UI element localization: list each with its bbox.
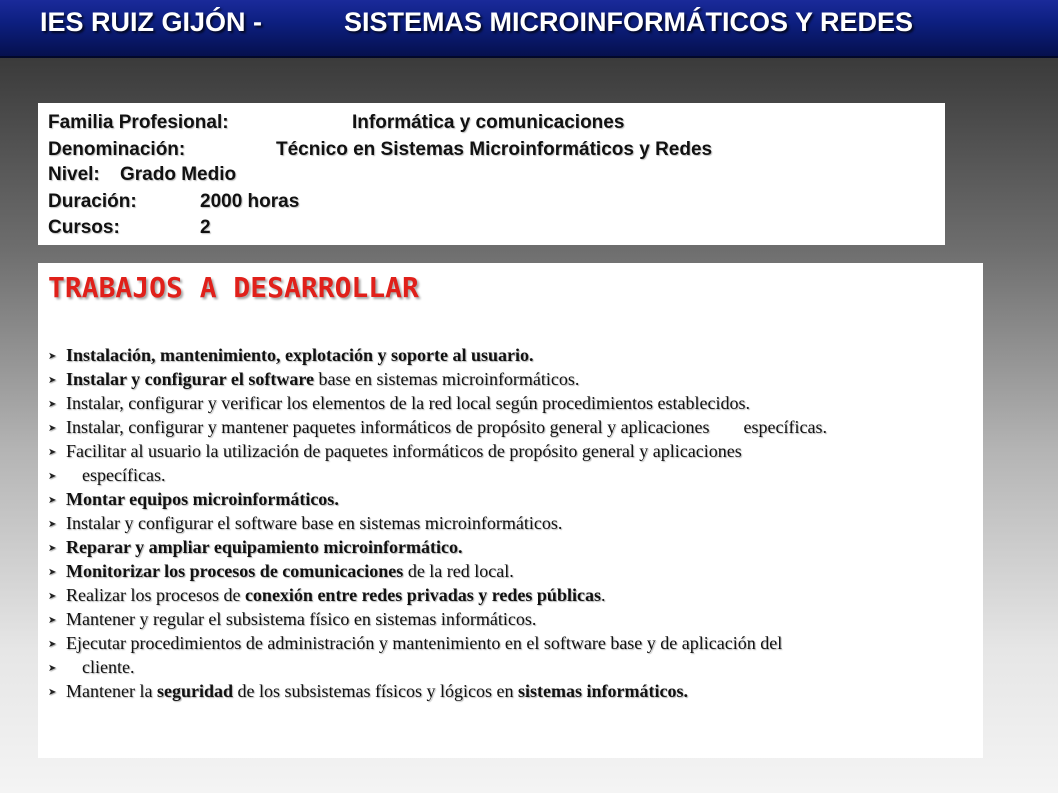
list-item [48,345,827,369]
list-item [48,465,827,489]
list-item [48,369,827,393]
arrow-right-icon: ➤ [48,687,57,698]
list-item-text: de la red local. [403,561,514,581]
arrow-right-icon: ➤ [48,663,57,674]
list-item [48,393,827,417]
cursos-value: 2 [200,217,211,238]
duracion-value: 2000 horas [200,191,300,212]
list-item-text: base en sistemas microinformáticos. [313,369,580,389]
list-item-text: Reparar y ampliar equipamiento microinformático. [66,537,463,557]
list-item [48,681,827,705]
arrow-right-icon: ➤ [48,447,57,458]
list-item [48,513,827,537]
arrow-right-icon: ➤ [48,495,57,506]
arrow-right-icon: ➤ [48,423,57,434]
list-item [48,489,827,513]
list-item-text: cliente. [82,657,135,677]
list-item-text: Facilitar al usuario la utilización de paquetes informáticos de propósito general y aplicaciones [66,441,742,461]
list-item-text: Ejecutar procedimientos de administración y mantenimiento en el software base y de aplicación del [66,633,783,653]
nivel-label: Nivel: [48,164,100,185]
section-heading: TRABAJOS A DESARROLLAR [48,271,419,304]
list-item-text: Instalación, mantenimiento, explotación y soporte al usuario. [66,345,534,365]
list-item [48,633,827,657]
arrow-right-icon: ➤ [48,591,57,602]
list-item [48,609,827,633]
familia-label: Familia Profesional: [48,112,229,133]
list-item-text: Instalar, configurar y mantener paquetes informáticos de propósito general y aplicaciones [66,417,710,437]
list-item-text: según procedimientos establecidos. [491,393,751,413]
info-box [38,103,945,245]
arrow-right-icon: ➤ [48,615,57,626]
denominacion-value: Técnico en Sistemas Microinformáticos y Redes [276,139,713,160]
list-item [48,537,827,561]
cursos-label: Cursos: [48,217,120,238]
arrow-right-icon: ➤ [48,471,57,482]
school-title: IES RUIZ GIJÓN - [40,7,263,37]
list-item-text: sistemas informáticos. [517,681,688,701]
list-item-text: seguridad [156,681,233,701]
list-item [48,585,827,609]
arrow-right-icon: ➤ [48,639,57,650]
list-item-text: Instalar, configurar y verificar los elementos de la red local [66,393,492,413]
list-item-text: Mantener y regular el subsistema físico en sistemas informáticos. [66,609,537,629]
list-item-text: Mantener la [66,681,157,701]
list-item-text: específicas. [743,417,827,437]
task-list [48,345,827,705]
denominacion-label: Denominación: [48,139,186,160]
list-item-text: Instalar y configurar el software [66,369,314,389]
arrow-right-icon: ➤ [48,399,57,410]
list-item-text: de los subsistemas físicos y lógicos en [233,681,518,701]
list-item-text: Montar equipos microinformáticos. [66,489,339,509]
arrow-right-icon: ➤ [48,543,57,554]
familia-value: Informática y comunicaciones [352,112,625,133]
list-item [48,657,827,681]
list-item-text: Instalar y configurar el software base en sistemas microinformáticos. [66,513,563,533]
arrow-right-icon: ➤ [48,375,57,386]
list-item-text: Monitorizar los procesos de comunicaciones [66,561,404,581]
nivel-value: Grado Medio [120,164,237,185]
list-item-text: . [600,585,606,605]
title-bar [0,0,1058,58]
list-item-text: específicas. [82,465,166,485]
list-item [48,441,827,465]
arrow-right-icon: ➤ [48,351,57,362]
content-box [38,263,983,758]
list-item-text: Realizar los procesos de [66,585,245,605]
arrow-right-icon: ➤ [48,519,57,530]
list-item-text: conexión entre redes privadas y redes públicas [244,585,601,605]
duracion-label: Duración: [48,191,137,212]
arrow-right-icon: ➤ [48,567,57,578]
list-item [48,561,827,585]
course-title: SISTEMAS MICROINFORMÁTICOS Y REDES [344,7,914,37]
list-item [48,417,827,441]
